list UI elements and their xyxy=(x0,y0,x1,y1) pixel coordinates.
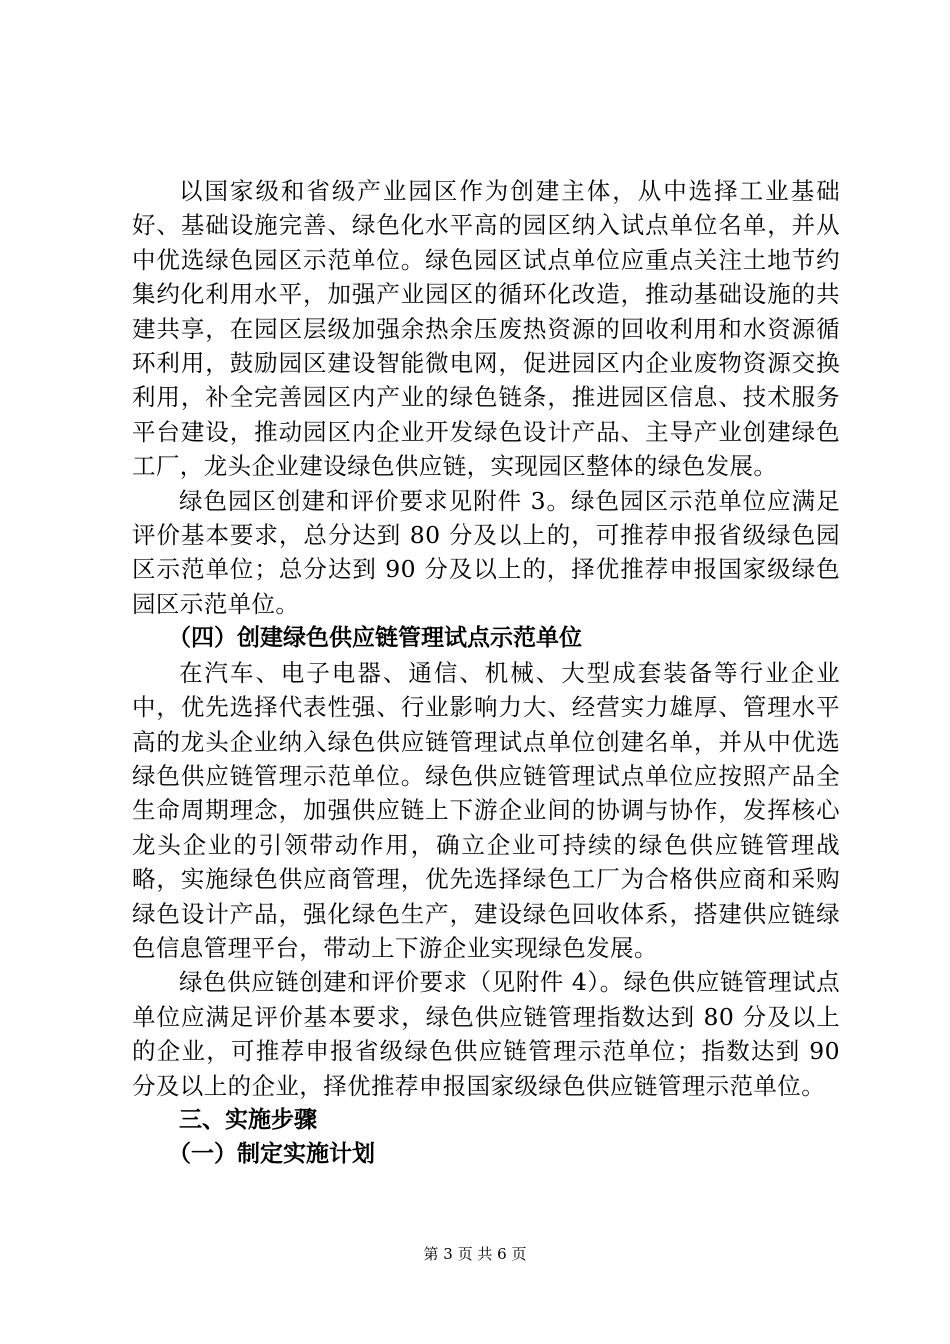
document-body xyxy=(132,174,840,1172)
page-number-footer: 第 3 页 共 6 页 xyxy=(423,1245,527,1263)
paragraph-green-park-evaluation: 绿色园区创建和评价要求见附件 3。绿色园区示范单位应满足评价基本要求，总分达到 80 分及以上的，可推荐申报省级绿色园区示范单位；总分达到 90 分及以上的，择优推荐申报国家级绿色园区示范单位。 xyxy=(132,486,840,618)
paragraph-supply-chain-pilot: 在汽车、电子电器、通信、机械、大型成套装备等行业企业中，优先选择代表性强、行业影响力大、经营实力雄厚、管理水平高的龙头企业纳入绿色供应链管理试点单位创建名单，并从中优选绿色供应链管理示范单位。绿色供应链管理试点单位应按照产品全生命周期理念，加强供应链上下游企业间的协调与协作，发挥核心龙头企业的引领带动作用，确立企业可持续的绿色供应链管理战略，实施绿色供应商管理，优先选择绿色工厂为合格供应商和采购绿色设计产品，强化绿色生产，建设绿色回收体系，搭建供应链绿色信息管理平台，带动上下游企业实现绿色发展。 xyxy=(132,658,840,962)
section-heading-make-plan: （一）制定实施计划 xyxy=(168,1141,375,1168)
section-heading-supply-chain: （四）创建绿色供应链管理试点示范单位 xyxy=(168,625,582,652)
paragraph-supply-chain-evaluation: 绿色供应链创建和评价要求（见附件 4）。绿色供应链管理试点单位应满足评价基本要求，绿色供应链管理指数达到 80 分及以上的企业，可推荐申报省级绿色供应链管理示范单位；指数达到 90 分及以上的企业，择优推荐申报国家级绿色供应链管理示范单位。 xyxy=(132,968,840,1100)
section-heading-implementation-steps: 三、实施步骤 xyxy=(179,1106,317,1133)
paragraph-green-park-pilot: 以国家级和省级产业园区作为创建主体，从中选择工业基础好、基础设施完善、绿色化水平高的园区纳入试点单位名单，并从中优选绿色园区示范单位。绿色园区试点单位应重点关注土地节约集约化利用水平，加强产业园区的循环化改造，推动基础设施的共建共享，在园区层级加强余热余压废热资源的回收利用和水资源循环利用，鼓励园区建设智能微电网，促进园区内企业废物资源交换利用，补全完善园区内产业的绿色链条，推进园区信息、技术服务平台建设，推动园区内企业开发绿色设计产品、主导产业创建绿色工厂，龙头企业建设绿色供应链，实现园区整体的绿色发展。 xyxy=(132,177,840,481)
